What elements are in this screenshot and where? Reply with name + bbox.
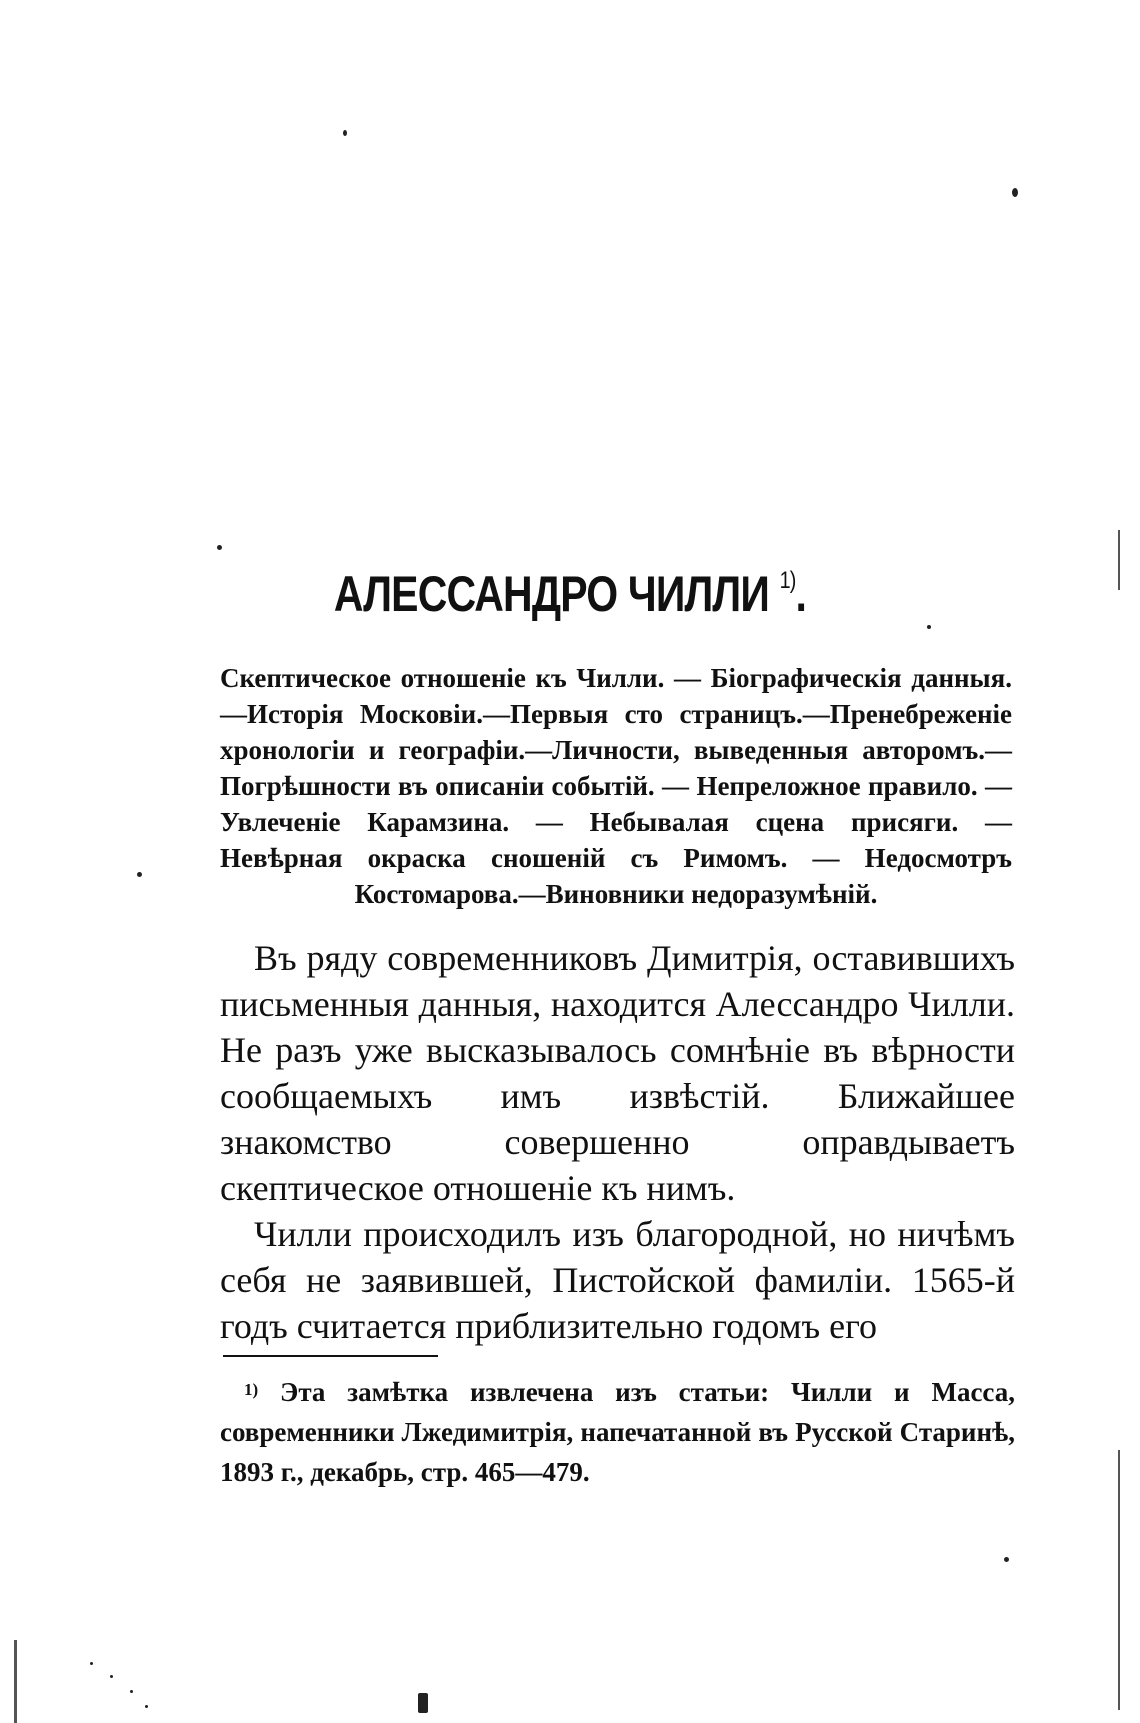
print-speck <box>110 1675 113 1678</box>
print-speck <box>1012 188 1018 197</box>
page-edge-line <box>1118 1450 1120 1710</box>
print-speck <box>90 1662 93 1665</box>
footnote-divider <box>223 1355 438 1357</box>
paragraph: Чилли происходилъ изъ благородной, но ничѣмъ себя не заявившей, Пистойской фамиліи. 1565-й годъ считается приблизительно годомъ его <box>220 1214 1015 1346</box>
footnote-mark: 1) <box>244 1380 259 1399</box>
body-text <box>220 935 1015 1349</box>
title-period: . <box>795 566 807 622</box>
print-speck <box>927 625 931 629</box>
print-speck <box>145 1705 148 1708</box>
title-footnote-mark: 1) <box>779 567 796 594</box>
page-edge-line <box>1118 530 1120 590</box>
chapter-title <box>103 565 1038 623</box>
print-speck <box>217 545 222 550</box>
print-speck <box>137 872 142 877</box>
chapter-title-text: АЛЕССАНДРО ЧИЛЛИ <box>333 566 770 622</box>
print-speck <box>130 1690 133 1693</box>
print-speck <box>418 1693 428 1713</box>
footnote-text: Эта замѣтка извлечена изъ статьи: Чилли и Масса, современники Лжедимитрія, напечатанной въ Русской Старинѣ, 1893 г., декабрь, стр. 465—479. <box>220 1377 1015 1487</box>
page-edge-line <box>14 1640 17 1723</box>
print-speck <box>343 130 347 136</box>
paragraph: Въ ряду современниковъ Димитрія, оставившихъ письменныя данныя, находится Алессандро Чилли. Не разъ уже высказывалось сомнѣніе въ вѣрности сообщаемыхъ имъ извѣстій. Ближайшее знакомство совершенно оправдываетъ скептическое отношеніе къ нимъ. <box>220 938 1015 1208</box>
chapter-summary: Скептическое отношеніе къ Чилли. — Біографическія данныя.—Исторія Московіи.—Первыя сто страницъ.—Пренебреженіе хронологіи и географіи.—Личности, выведенныя авторомъ.—Погрѣшности въ описаніи событій. — Непреложное правило. — Увлеченіе Карамзина. — Небывалая сцена присяги. — Невѣрная окраска сношеній съ Римомъ. — Недосмотръ Костомарова.—Виновники недоразумѣній. <box>220 663 1012 909</box>
footnote <box>220 1372 1015 1492</box>
print-speck <box>1004 1557 1009 1562</box>
